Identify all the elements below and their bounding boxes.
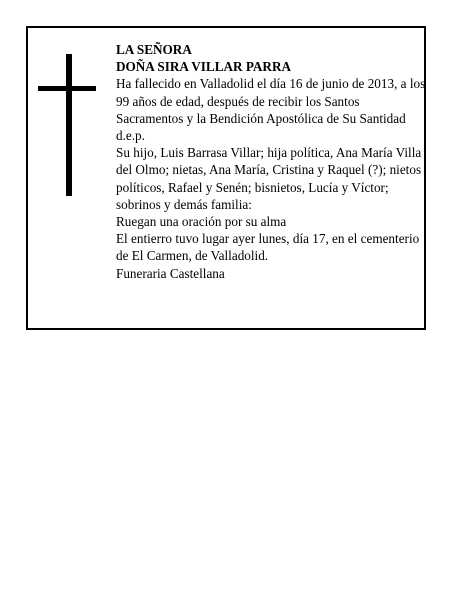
funeral-home: Funeraria Castellana <box>116 265 225 281</box>
notice-text <box>116 41 426 282</box>
deceased-name: DOÑA SIRA VILLAR PARRA <box>116 59 292 75</box>
family-list: Su hijo, Luis Barrasa Villar; hija política, Ana María Villa del Olmo; nietas, Ana María, Cristina y Raquel (?); nietos políticos, Rafael y Senén; bisnietos, Lucía y Víctor; sobrinos y demás familia: <box>116 145 422 212</box>
cross-horizontal-bar <box>38 86 96 91</box>
death-announcement: Ha fallecido en Valladolid el día 16 de junio de 2013, a los 99 años de edad, después de recibir los Santos Sacramentos y la Bendición Apostólica de Su Santidad d.e.p. <box>116 76 426 144</box>
cross-vertical-bar <box>66 54 72 196</box>
obituary-notice <box>26 26 426 330</box>
burial-info: El entierro tuvo lugar ayer lunes, día 17, en el cementerio de El Carmen, de Valladolid. <box>116 231 420 264</box>
heading-title: LA SEÑORA <box>116 42 192 57</box>
prayer-request: Ruegan una oración por su alma <box>116 214 287 230</box>
